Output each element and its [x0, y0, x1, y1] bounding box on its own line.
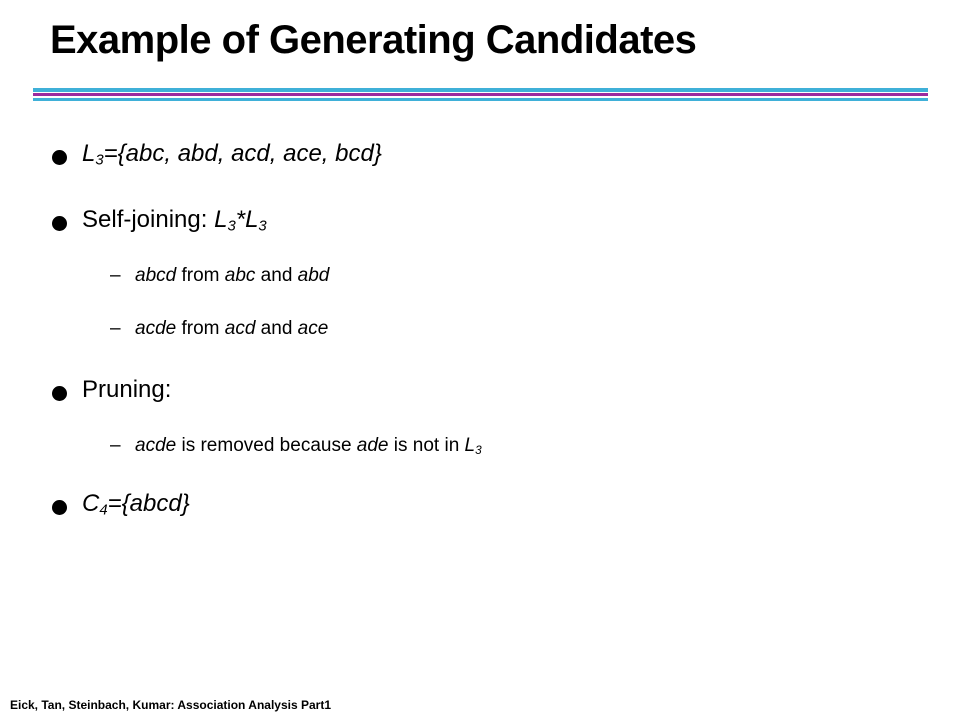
dash-icon: –: [110, 265, 121, 286]
footer-text: Eick, Tan, Steinbach, Kumar: Association Analysis Part1: [10, 698, 331, 712]
subscript: 3: [95, 152, 104, 169]
var-l: L: [214, 206, 228, 233]
sub-text: acde is removed because ade is not in $L_3$: [135, 435, 482, 457]
set-text: ={abcd}: [107, 490, 190, 517]
title-rule-top: [33, 88, 928, 92]
dash-icon: –: [110, 318, 121, 339]
star-op: *: [235, 206, 246, 233]
sub-text: acde from acd and ace: [135, 318, 329, 339]
subscript: 3: [258, 218, 267, 235]
bullet-text: [82, 490, 190, 518]
var-l: L: [82, 140, 96, 167]
bullet-dot-icon: [52, 216, 67, 231]
label-text: Self-joining:: [82, 206, 215, 233]
set-text: ={abc, abd, acd, ace, bcd}: [103, 140, 382, 167]
bullet-dot-icon: [52, 386, 67, 401]
title-rule-bottom: [33, 98, 928, 101]
var-c: C: [82, 490, 100, 517]
var-l: L: [245, 206, 259, 233]
title-rule-middle: [33, 93, 928, 96]
bullet-text: [82, 140, 382, 168]
dash-icon: –: [110, 435, 121, 456]
bullet-dot-icon: [52, 150, 67, 165]
page-title: Example of Generating Candidates: [50, 18, 697, 62]
sub-text: abcd from abc and abd: [135, 265, 330, 286]
subscript: 4: [99, 502, 108, 519]
bullet-dot-icon: [52, 500, 67, 515]
subscript: 3: [227, 218, 236, 235]
bullet-text: Pruning:: [82, 376, 172, 403]
bullet-text: [82, 206, 267, 234]
